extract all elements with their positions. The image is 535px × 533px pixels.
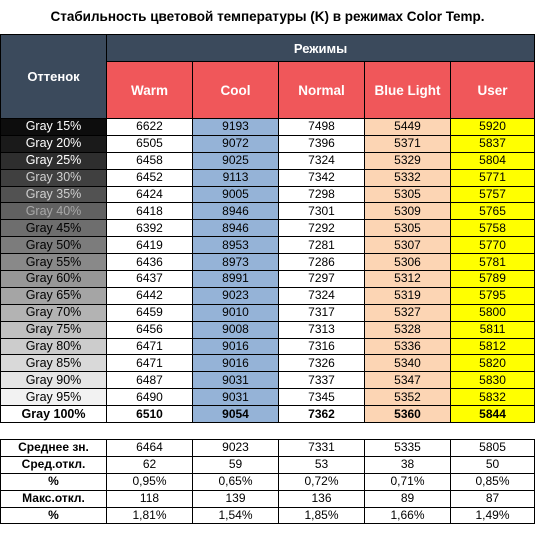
cell-warm: 6456 bbox=[107, 321, 193, 338]
cell-user: 5770 bbox=[451, 237, 535, 254]
cell-blue-light: 5332 bbox=[365, 169, 451, 186]
cell-normal: 7292 bbox=[279, 220, 365, 237]
cell-normal: 7345 bbox=[279, 389, 365, 406]
cell-blue-light: 5352 bbox=[365, 389, 451, 406]
table-row bbox=[1, 372, 535, 389]
cell-cool: 8946 bbox=[193, 220, 279, 237]
cell-normal: 7297 bbox=[279, 271, 365, 288]
stat-cool: 9023 bbox=[193, 440, 279, 457]
stat-normal: 136 bbox=[279, 490, 365, 507]
table-row bbox=[1, 389, 535, 406]
cell-blue-light: 5371 bbox=[365, 135, 451, 152]
cell-normal: 7396 bbox=[279, 135, 365, 152]
cell-blue-light: 5449 bbox=[365, 119, 451, 136]
cell-cool: 8991 bbox=[193, 271, 279, 288]
cell-warm: 6458 bbox=[107, 152, 193, 169]
stat-label: % bbox=[1, 507, 107, 524]
stat-row bbox=[1, 440, 535, 457]
mode-header-warm: Warm bbox=[107, 62, 193, 119]
stat-cool: 1,54% bbox=[193, 507, 279, 524]
stat-warm: 0,95% bbox=[107, 473, 193, 490]
table-row bbox=[1, 321, 535, 338]
mode-header-normal: Normal bbox=[279, 62, 365, 119]
stat-normal: 53 bbox=[279, 456, 365, 473]
table-row bbox=[1, 304, 535, 321]
table-row bbox=[1, 169, 535, 186]
stat-row bbox=[1, 473, 535, 490]
cell-blue-light: 5319 bbox=[365, 287, 451, 304]
stat-user: 50 bbox=[451, 456, 535, 473]
cell-cool: 9016 bbox=[193, 355, 279, 372]
cell-blue-light: 5329 bbox=[365, 152, 451, 169]
cell-cool: 9005 bbox=[193, 186, 279, 203]
stat-warm: 6464 bbox=[107, 440, 193, 457]
cell-blue-light: 5306 bbox=[365, 254, 451, 271]
shade-label: Gray 15% bbox=[1, 119, 107, 136]
cell-cool: 8973 bbox=[193, 254, 279, 271]
cell-normal: 7301 bbox=[279, 203, 365, 220]
cell-warm: 6505 bbox=[107, 135, 193, 152]
cell-warm: 6436 bbox=[107, 254, 193, 271]
stat-label: Сред.откл. bbox=[1, 456, 107, 473]
cell-warm: 6392 bbox=[107, 220, 193, 237]
shade-header: Оттенок bbox=[1, 35, 107, 119]
cell-warm: 6490 bbox=[107, 389, 193, 406]
cell-normal: 7324 bbox=[279, 152, 365, 169]
cell-normal: 7498 bbox=[279, 119, 365, 136]
stat-normal: 7331 bbox=[279, 440, 365, 457]
stat-blue-light: 5335 bbox=[365, 440, 451, 457]
cell-user: 5812 bbox=[451, 338, 535, 355]
stat-label: Макс.откл. bbox=[1, 490, 107, 507]
cell-blue-light: 5309 bbox=[365, 203, 451, 220]
spacer-row bbox=[1, 423, 535, 440]
table-row bbox=[1, 406, 535, 423]
shade-label: Gray 60% bbox=[1, 271, 107, 288]
stat-cool: 59 bbox=[193, 456, 279, 473]
cell-user: 5804 bbox=[451, 152, 535, 169]
shade-label: Gray 40% bbox=[1, 203, 107, 220]
table-row bbox=[1, 237, 535, 254]
table-row bbox=[1, 355, 535, 372]
cell-cool: 9023 bbox=[193, 287, 279, 304]
cell-cool: 9113 bbox=[193, 169, 279, 186]
cell-user: 5844 bbox=[451, 406, 535, 423]
cell-blue-light: 5328 bbox=[365, 321, 451, 338]
stat-row bbox=[1, 507, 535, 524]
cell-warm: 6510 bbox=[107, 406, 193, 423]
stat-label: Среднее зн. bbox=[1, 440, 107, 457]
cell-cool: 9031 bbox=[193, 372, 279, 389]
table-row bbox=[1, 152, 535, 169]
stat-user: 87 bbox=[451, 490, 535, 507]
table-row bbox=[1, 254, 535, 271]
stat-warm: 1,81% bbox=[107, 507, 193, 524]
cell-warm: 6418 bbox=[107, 203, 193, 220]
cell-warm: 6471 bbox=[107, 338, 193, 355]
cell-warm: 6487 bbox=[107, 372, 193, 389]
cell-blue-light: 5305 bbox=[365, 220, 451, 237]
cell-warm: 6424 bbox=[107, 186, 193, 203]
shade-label: Gray 95% bbox=[1, 389, 107, 406]
mode-header-user: User bbox=[451, 62, 535, 119]
cell-normal: 7316 bbox=[279, 338, 365, 355]
cell-user: 5771 bbox=[451, 169, 535, 186]
cell-normal: 7281 bbox=[279, 237, 365, 254]
shade-label: Gray 75% bbox=[1, 321, 107, 338]
stat-user: 5805 bbox=[451, 440, 535, 457]
cell-normal: 7317 bbox=[279, 304, 365, 321]
stat-blue-light: 0,71% bbox=[365, 473, 451, 490]
cell-warm: 6622 bbox=[107, 119, 193, 136]
shade-label: Gray 35% bbox=[1, 186, 107, 203]
cell-normal: 7342 bbox=[279, 169, 365, 186]
cell-user: 5765 bbox=[451, 203, 535, 220]
cell-cool: 9031 bbox=[193, 389, 279, 406]
stat-user: 1,49% bbox=[451, 507, 535, 524]
stat-normal: 0,72% bbox=[279, 473, 365, 490]
cell-cool: 8953 bbox=[193, 237, 279, 254]
stat-blue-light: 38 bbox=[365, 456, 451, 473]
cell-blue-light: 5312 bbox=[365, 271, 451, 288]
table-row bbox=[1, 287, 535, 304]
cell-user: 5800 bbox=[451, 304, 535, 321]
shade-label: Gray 20% bbox=[1, 135, 107, 152]
cell-normal: 7362 bbox=[279, 406, 365, 423]
cell-warm: 6419 bbox=[107, 237, 193, 254]
shade-label: Gray 50% bbox=[1, 237, 107, 254]
table-row bbox=[1, 203, 535, 220]
cell-normal: 7337 bbox=[279, 372, 365, 389]
cell-user: 5830 bbox=[451, 372, 535, 389]
table-row bbox=[1, 119, 535, 136]
gray-rows bbox=[1, 119, 535, 423]
cell-blue-light: 5336 bbox=[365, 338, 451, 355]
cell-blue-light: 5347 bbox=[365, 372, 451, 389]
cell-blue-light: 5340 bbox=[365, 355, 451, 372]
table-row bbox=[1, 135, 535, 152]
cell-cool: 9016 bbox=[193, 338, 279, 355]
cell-user: 5920 bbox=[451, 119, 535, 136]
shade-label: Gray 45% bbox=[1, 220, 107, 237]
cell-user: 5837 bbox=[451, 135, 535, 152]
cell-warm: 6471 bbox=[107, 355, 193, 372]
cell-normal: 7313 bbox=[279, 321, 365, 338]
cell-blue-light: 5307 bbox=[365, 237, 451, 254]
shade-label: Gray 25% bbox=[1, 152, 107, 169]
cell-user: 5811 bbox=[451, 321, 535, 338]
cell-blue-light: 5360 bbox=[365, 406, 451, 423]
cell-user: 5789 bbox=[451, 271, 535, 288]
cell-normal: 7326 bbox=[279, 355, 365, 372]
cell-user: 5832 bbox=[451, 389, 535, 406]
table-title: Стабильность цветовой температуры (K) в режимах Color Temp. bbox=[50, 9, 485, 24]
mode-header-blue-light: Blue Light bbox=[365, 62, 451, 119]
shade-label: Gray 70% bbox=[1, 304, 107, 321]
shade-label: Gray 30% bbox=[1, 169, 107, 186]
cell-user: 5820 bbox=[451, 355, 535, 372]
cell-warm: 6452 bbox=[107, 169, 193, 186]
shade-label: Gray 100% bbox=[1, 406, 107, 423]
cell-blue-light: 5327 bbox=[365, 304, 451, 321]
stat-cool: 139 bbox=[193, 490, 279, 507]
cell-warm: 6442 bbox=[107, 287, 193, 304]
cell-normal: 7324 bbox=[279, 287, 365, 304]
cell-cool: 9025 bbox=[193, 152, 279, 169]
cell-cool: 9008 bbox=[193, 321, 279, 338]
mode-header-cool: Cool bbox=[193, 62, 279, 119]
cell-normal: 7286 bbox=[279, 254, 365, 271]
table-row bbox=[1, 338, 535, 355]
stat-row bbox=[1, 456, 535, 473]
cell-normal: 7298 bbox=[279, 186, 365, 203]
stat-normal: 1,85% bbox=[279, 507, 365, 524]
stat-user: 0,85% bbox=[451, 473, 535, 490]
cell-cool: 9010 bbox=[193, 304, 279, 321]
cell-user: 5758 bbox=[451, 220, 535, 237]
shade-label: Gray 85% bbox=[1, 355, 107, 372]
cell-cool: 8946 bbox=[193, 203, 279, 220]
shade-label: Gray 90% bbox=[1, 372, 107, 389]
stat-blue-light: 89 bbox=[365, 490, 451, 507]
cell-blue-light: 5305 bbox=[365, 186, 451, 203]
stat-cool: 0,65% bbox=[193, 473, 279, 490]
table-row bbox=[1, 271, 535, 288]
stat-row bbox=[1, 490, 535, 507]
stats-rows bbox=[1, 440, 535, 524]
cell-cool: 9072 bbox=[193, 135, 279, 152]
cell-warm: 6459 bbox=[107, 304, 193, 321]
stat-label: % bbox=[1, 473, 107, 490]
stat-warm: 118 bbox=[107, 490, 193, 507]
shade-label: Gray 80% bbox=[1, 338, 107, 355]
color-temp-table bbox=[0, 34, 535, 524]
table-row bbox=[1, 220, 535, 237]
table-row bbox=[1, 186, 535, 203]
cell-warm: 6437 bbox=[107, 271, 193, 288]
cell-cool: 9054 bbox=[193, 406, 279, 423]
cell-user: 5781 bbox=[451, 254, 535, 271]
cell-cool: 9193 bbox=[193, 119, 279, 136]
cell-user: 5757 bbox=[451, 186, 535, 203]
shade-label: Gray 55% bbox=[1, 254, 107, 271]
stat-warm: 62 bbox=[107, 456, 193, 473]
cell-user: 5795 bbox=[451, 287, 535, 304]
stat-blue-light: 1,66% bbox=[365, 507, 451, 524]
shade-label: Gray 65% bbox=[1, 287, 107, 304]
modes-header: Режимы bbox=[107, 35, 535, 62]
